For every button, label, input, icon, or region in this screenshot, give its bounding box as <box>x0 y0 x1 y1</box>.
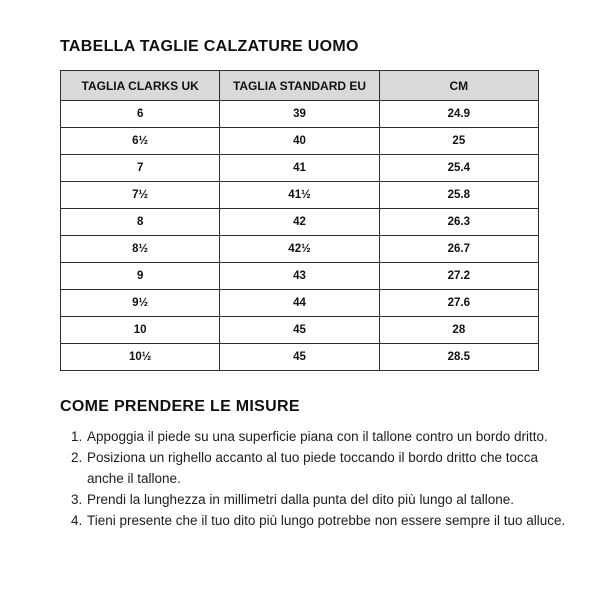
cell-eu-size: 43 <box>220 263 379 290</box>
table-row <box>61 209 539 236</box>
cell-eu-size: 45 <box>220 344 379 371</box>
table-row <box>61 290 539 317</box>
cell-cm-size: 25 <box>379 128 538 155</box>
table-row <box>61 155 539 182</box>
instruction-step-4: 4. Tieni presente che il tuo dito più lungo potrebbe non essere sempre il tuo alluce. <box>86 510 568 531</box>
cell-uk-size: 8 <box>61 209 220 236</box>
cell-uk-size: 10½ <box>61 344 220 371</box>
cell-cm-size: 26.7 <box>379 236 538 263</box>
table-row <box>61 344 539 371</box>
table-row <box>61 263 539 290</box>
instruction-step-3: 3. Prendi la lunghezza in millimetri dalla punta del dito più lungo al tallone. <box>86 489 568 510</box>
cell-cm-size: 26.3 <box>379 209 538 236</box>
cell-uk-size: 6 <box>61 101 220 128</box>
cell-uk-size: 6½ <box>61 128 220 155</box>
column-header-taglia-standard-eu: TAGLIA STANDARD EU <box>220 71 379 101</box>
cell-eu-size: 41 <box>220 155 379 182</box>
size-table <box>60 70 539 371</box>
cell-cm-size: 28.5 <box>379 344 538 371</box>
cell-uk-size: 7½ <box>61 182 220 209</box>
cell-cm-size: 28 <box>379 317 538 344</box>
page-title: TABELLA TAGLIE CALZATURE UOMO <box>60 38 359 55</box>
cell-eu-size: 40 <box>220 128 379 155</box>
cell-eu-size: 44 <box>220 290 379 317</box>
table-row <box>61 128 539 155</box>
cell-uk-size: 9 <box>61 263 220 290</box>
cell-eu-size: 42 <box>220 209 379 236</box>
cell-uk-size: 9½ <box>61 290 220 317</box>
cell-eu-size: 39 <box>220 101 379 128</box>
cell-cm-size: 27.6 <box>379 290 538 317</box>
table-row <box>61 236 539 263</box>
cell-eu-size: 41½ <box>220 182 379 209</box>
column-header-cm: CM <box>379 71 538 101</box>
cell-eu-size: 45 <box>220 317 379 344</box>
cell-eu-size: 42½ <box>220 236 379 263</box>
table-header-row <box>61 71 539 101</box>
instruction-step-2: 2. Posiziona un righello accanto al tuo piede toccando il bordo dritto che tocca anche il tallone. <box>86 447 568 489</box>
cell-cm-size: 25.8 <box>379 182 538 209</box>
instructions-list <box>60 426 568 531</box>
measure-section-title: COME PRENDERE LE MISURE <box>60 398 300 415</box>
cell-cm-size: 27.2 <box>379 263 538 290</box>
cell-uk-size: 8½ <box>61 236 220 263</box>
column-header-taglia-clarks-uk: TAGLIA CLARKS UK <box>61 71 220 101</box>
table-row <box>61 182 539 209</box>
table-row <box>61 101 539 128</box>
instruction-step-1: 1. Appoggia il piede su una superficie piana con il tallone contro un bordo dritto. <box>86 426 568 447</box>
cell-uk-size: 7 <box>61 155 220 182</box>
table-row <box>61 317 539 344</box>
cell-cm-size: 25.4 <box>379 155 538 182</box>
cell-uk-size: 10 <box>61 317 220 344</box>
cell-cm-size: 24.9 <box>379 101 538 128</box>
